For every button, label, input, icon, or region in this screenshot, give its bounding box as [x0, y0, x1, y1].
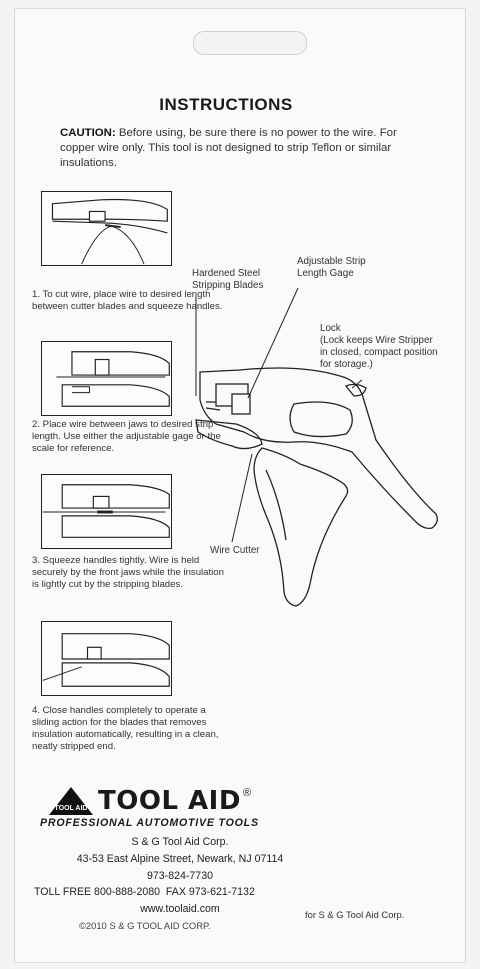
step-3-text: 3. Squeeze handles tightly. Wire is held securely by the front jaws while the insulation is lightly cut by the stripping blades.: [32, 555, 224, 590]
company-name: S & G Tool Aid Corp.: [131, 836, 229, 848]
caution-label: CAUTION:: [60, 127, 116, 139]
caution-text: Before using, be sure there is no power to the wire. For copper wire only. This tool is not designed to strip Teflon or similar insulations.: [60, 127, 397, 169]
logo-registered-mark: ®: [242, 787, 252, 799]
copyright-line: ©2010 S & G TOOL AID CORP.: [79, 920, 211, 931]
logo-badge-text: TOOL AID: [54, 805, 88, 812]
step-1-text: 1. To cut wire, place wire to desired length between cutter blades and squeeze handles.: [32, 289, 223, 312]
instructions-heading: INSTRUCTIONS: [159, 95, 293, 114]
caution-paragraph: [60, 126, 410, 171]
logo-triangle-icon: [48, 786, 94, 816]
step-2-text: 2. Place wire between jaws to desired strip length. Use either the adjustable gage or the scale for reference.: [32, 419, 221, 454]
callout-blades: Hardened Steel Stripping Blades: [192, 268, 264, 291]
callout-cutter: Wire Cutter: [210, 545, 260, 556]
company-phone: 973-824-7730: [147, 870, 213, 882]
callout-gage: Adjustable Strip Length Gage: [297, 256, 366, 279]
for-company-line: for S & G Tool Aid Corp.: [305, 909, 405, 920]
callout-lock: Lock: [320, 323, 341, 334]
logo-wordmark: TOOL AID: [98, 786, 241, 816]
step-2-illustration: [41, 341, 172, 416]
hang-hole: [193, 31, 307, 55]
step-1-illustration: [41, 191, 172, 266]
company-tollfree-fax: TOLL FREE 800-888-2080 FAX 973-621-7132: [34, 886, 255, 898]
tool-aid-logo: [48, 785, 251, 817]
step-3-illustration: [41, 474, 172, 549]
step-4-text: 4. Close handles completely to operate a sliding action for the blades that removes insulation automatically, resulting in a clean, neatly stripped end.: [32, 705, 219, 752]
logo-tagline: PROFESSIONAL AUTOMOTIVE TOOLS: [40, 817, 259, 829]
step-4-illustration: [41, 621, 172, 696]
company-address: 43-53 East Alpine Street, Newark, NJ 07114: [76, 853, 284, 865]
company-website: www.toolaid.com: [140, 903, 220, 915]
callout-lock-note: (Lock keeps Wire Stripper in closed, compact position for storage.): [320, 335, 438, 370]
